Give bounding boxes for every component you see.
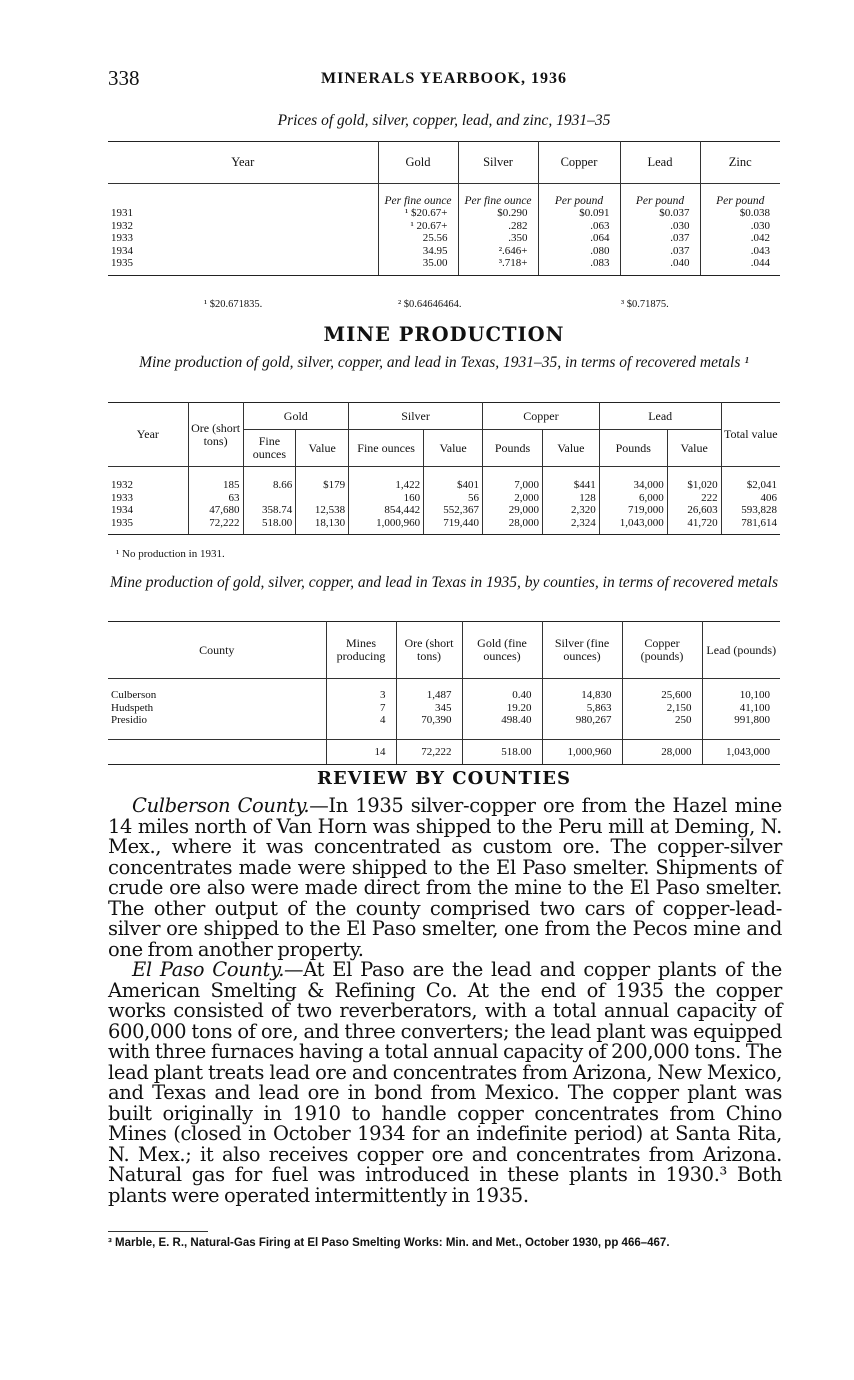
value-cell: 34.95 <box>378 245 458 258</box>
table-row <box>108 504 780 517</box>
column-header: Year <box>136 427 159 441</box>
value-cell: 358.74 <box>243 504 296 517</box>
table3-caption: Mine production of gold, silver, copper, and lead in Texas in 1935, by counties, in terms of recovered metals <box>110 574 778 591</box>
unit-cell: Per fine ounce <box>458 184 538 208</box>
footnote-rule <box>108 1231 208 1232</box>
value-cell: 25.56 <box>378 232 458 245</box>
value-cell: 719,000 <box>599 504 667 517</box>
unit-cell: Per fine ounce <box>378 184 458 208</box>
sub-header: Value <box>542 430 599 467</box>
value-cell: 56 <box>424 492 483 505</box>
sub-header: Fine ounces <box>243 430 296 467</box>
year-cell: 1933 <box>111 491 133 504</box>
sub-header: Value <box>667 430 721 467</box>
spacer-cell <box>462 727 542 740</box>
value-cell: $0.038 <box>700 207 780 220</box>
value-cell: $0.290 <box>458 207 538 220</box>
value-cell: 552,367 <box>424 504 483 517</box>
value-cell: 70,390 <box>396 714 462 727</box>
table-row <box>108 702 780 715</box>
value-cell: ².646+ <box>458 245 538 258</box>
year-cell: 1935 <box>108 517 188 535</box>
county-cell: Presidio <box>111 714 148 726</box>
year-cell: 1935 <box>108 257 378 275</box>
unit-cell: Per pound <box>700 184 780 208</box>
group-header: Gold <box>243 403 349 430</box>
value-cell: 1,422 <box>349 467 424 492</box>
table-row <box>108 679 780 702</box>
total-row <box>108 739 780 765</box>
value-cell: .040 <box>620 257 700 275</box>
value-cell: $0.037 <box>620 207 700 220</box>
value-cell: 1,487 <box>396 679 462 702</box>
value-cell: 26,603 <box>667 504 721 517</box>
value-cell: 980,267 <box>542 714 622 727</box>
sub-header: Pounds <box>483 430 543 467</box>
value-cell: 250 <box>622 714 702 727</box>
unit-cell: Per pound <box>620 184 700 208</box>
value-cell: 18,130 <box>296 517 349 535</box>
paragraph-text: —In 1935 silver-copper ore from the Hazel mine 14 miles north of Van Horn was shipped to the Peru mill at Deming, N. Mex., where it was concentrated as custom ore. The copper-silver concentrates made were shipped to the El Paso smelter. Shipments of crude ore also were made direct from the mine to the El Paso smelter. The other output of the county comprised two cars of copper-lead-silver ore shipped to the El Paso smelter, one from the Pecos mine and one from another property. <box>108 794 782 961</box>
value-cell: 47,680 <box>188 504 243 517</box>
column-header: Silver <box>458 142 538 184</box>
value-cell: .350 <box>458 232 538 245</box>
group-header: Lead <box>599 403 721 430</box>
value-cell: 41,720 <box>667 517 721 535</box>
value-cell: 19.20 <box>462 702 542 715</box>
footnote-3: ³ Marble, E. R., Natural-Gas Firing at El Paso Smelting Works: Min. and Met., October 1930, pp 466–467. <box>108 1237 670 1249</box>
year-cell: 1932 <box>111 479 133 491</box>
table1-footnotes <box>108 299 780 313</box>
paragraph <box>108 960 782 1206</box>
county-production-table <box>108 621 780 765</box>
total-cell: 72,222 <box>396 739 462 765</box>
value-cell: 2,150 <box>622 702 702 715</box>
group-header: Copper <box>483 403 600 430</box>
footnote: ¹ $20.671835. <box>204 299 263 310</box>
value-cell: 1,043,000 <box>599 517 667 535</box>
year-cell: 1933 <box>111 232 133 244</box>
column-header: Year <box>108 142 378 184</box>
running-title: MINERALS YEARBOOK, 1936 <box>321 70 567 87</box>
value-cell: 854,442 <box>349 504 424 517</box>
value-cell: 593,828 <box>721 504 780 517</box>
paragraph-text: —At El Paso are the lead and copper plants of the American Smelting & Refining Co. At the end of 1935 the copper works consisted of two reverberators, with a total annual capacity of 600,000 tons of ore, and three converters; the lead plant was equipped with three furnaces having a total annual capacity of 200,000 tons. The lead plant treats lead ore and concentrates from Arizona, New Mexico, and Texas and lead ore in bond from Mexico. The copper plant was built originally in 1910 to handle copper concentrates from Chino Mines (closed in October 1934 for an indefinite period) at Santa Rita, N. Mex.; it also receives copper ore and concentrates from Arizona. Natural gas for fuel was introduced in these plants in 1930.³ Both plants were operated intermittently in 1935. <box>108 958 782 1207</box>
spacer-cell <box>622 727 702 740</box>
footnote: ² $0.64646464. <box>398 299 462 310</box>
unit-row <box>108 184 780 208</box>
value-cell: .080 <box>538 245 620 258</box>
value-cell: 1,000,960 <box>349 517 424 535</box>
value-cell: 406 <box>721 492 780 505</box>
value-cell: 12,538 <box>296 504 349 517</box>
section-heading: MINE PRODUCTION <box>323 323 565 346</box>
spacer-cell <box>396 727 462 740</box>
table-row <box>108 207 780 220</box>
value-cell: 498.40 <box>462 714 542 727</box>
body-text <box>108 796 782 1206</box>
total-cell: 28,000 <box>622 739 702 765</box>
texas-production-table <box>108 402 780 535</box>
value-cell: 6,000 <box>599 492 667 505</box>
value-cell: .063 <box>538 220 620 233</box>
county-cell: Culberson <box>111 689 157 701</box>
group-header: Silver <box>349 403 483 430</box>
column-header: Total value <box>721 403 780 467</box>
value-cell: 3 <box>326 679 396 702</box>
value-cell: 781,614 <box>721 517 780 535</box>
paragraph-lead: Culberson County. <box>132 794 310 817</box>
table2-caption: Mine production of gold, silver, copper, and lead in Texas, 1931–35, in terms of recovered metals ¹ <box>139 354 749 371</box>
value-cell: .042 <box>700 232 780 245</box>
value-cell: 41,100 <box>702 702 780 715</box>
table-row <box>108 245 780 258</box>
total-cell: 1,000,960 <box>542 739 622 765</box>
value-cell: $441 <box>542 467 599 492</box>
spacer-cell <box>542 727 622 740</box>
spacer-cell <box>326 727 396 740</box>
county-cell: Hudspeth <box>111 701 154 714</box>
value-cell: 63 <box>188 492 243 505</box>
unit-cell <box>108 184 378 208</box>
value-cell: 8.66 <box>243 467 296 492</box>
total-cell: 518.00 <box>462 739 542 765</box>
paragraph <box>108 796 782 960</box>
sub-header: Value <box>296 430 349 467</box>
column-header: Ore (short tons) <box>188 403 243 467</box>
value-cell: .037 <box>620 245 700 258</box>
value-cell: 29,000 <box>483 504 543 517</box>
value-cell: 719,440 <box>424 517 483 535</box>
column-header: Gold (fine ounces) <box>462 622 542 679</box>
column-header: Lead <box>620 142 700 184</box>
table-row <box>108 467 780 492</box>
table-row <box>108 714 780 727</box>
value-cell: 5,863 <box>542 702 622 715</box>
value-cell: 518.00 <box>243 517 296 535</box>
value-cell: $179 <box>296 467 349 492</box>
value-cell: .030 <box>700 220 780 233</box>
paragraph-lead: El Paso County. <box>132 958 285 981</box>
table-row <box>108 517 780 535</box>
column-header: Gold <box>378 142 458 184</box>
value-cell: 28,000 <box>483 517 543 535</box>
table-row <box>108 232 780 245</box>
value-cell <box>296 492 349 505</box>
total-cell: 14 <box>326 739 396 765</box>
value-cell: 25,600 <box>622 679 702 702</box>
spacer-row <box>108 727 780 740</box>
value-cell: 128 <box>542 492 599 505</box>
year-cell: 1932 <box>111 219 133 232</box>
value-cell: .064 <box>538 232 620 245</box>
value-cell: 185 <box>188 467 243 492</box>
sub-header: Pounds <box>599 430 667 467</box>
value-cell: .043 <box>700 245 780 258</box>
column-header: Ore (short tons) <box>396 622 462 679</box>
table-row <box>108 257 780 275</box>
footnote: ³ $0.71875. <box>621 299 669 310</box>
value-cell: 14,830 <box>542 679 622 702</box>
column-header: County <box>108 622 326 679</box>
value-cell: 2,324 <box>542 517 599 535</box>
column-header: Silver (fine ounces) <box>542 622 622 679</box>
total-cell: 1,043,000 <box>702 739 780 765</box>
value-cell: .083 <box>538 257 620 275</box>
value-cell: 2,320 <box>542 504 599 517</box>
column-header: Lead (pounds) <box>702 622 780 679</box>
value-cell: ¹ 20.67+ <box>378 220 458 233</box>
section-heading: REVIEW BY COUNTIES <box>317 768 571 789</box>
value-cell: $1,020 <box>667 467 721 492</box>
year-cell: 1934 <box>111 504 133 516</box>
value-cell: ¹ $20.67+ <box>378 207 458 220</box>
column-header: Copper (pounds) <box>622 622 702 679</box>
prices-table-body <box>108 184 780 276</box>
value-cell: .282 <box>458 220 538 233</box>
running-head <box>108 66 780 94</box>
value-cell: .037 <box>620 232 700 245</box>
value-cell: 35.00 <box>378 257 458 275</box>
value-cell: .030 <box>620 220 700 233</box>
table1-caption: Prices of gold, silver, copper, lead, and zinc, 1931–35 <box>277 112 611 129</box>
value-cell: $2,041 <box>721 467 780 492</box>
value-cell: 7,000 <box>483 467 543 492</box>
value-cell: 2,000 <box>483 492 543 505</box>
value-cell: 222 <box>667 492 721 505</box>
total-cell <box>108 739 326 765</box>
sub-header: Value <box>424 430 483 467</box>
texas-production-body <box>108 467 780 535</box>
spacer-cell <box>108 727 326 740</box>
value-cell: $401 <box>424 467 483 492</box>
column-header: Zinc <box>700 142 780 184</box>
value-cell: 10,100 <box>702 679 780 702</box>
table2-footnote: ¹ No production in 1931. <box>116 548 225 560</box>
value-cell <box>243 492 296 505</box>
column-header: Copper <box>538 142 620 184</box>
value-cell: 991,800 <box>702 714 780 727</box>
year-cell: 1934 <box>111 244 133 257</box>
value-cell: 34,000 <box>599 467 667 492</box>
column-header: Mines producing <box>326 622 396 679</box>
value-cell: 0.40 <box>462 679 542 702</box>
unit-cell: Per pound <box>538 184 620 208</box>
value-cell: ³.718+ <box>458 257 538 275</box>
value-cell: 7 <box>326 702 396 715</box>
sub-header: Fine ounces <box>349 430 424 467</box>
table-row <box>108 492 780 505</box>
value-cell: $0.091 <box>538 207 620 220</box>
value-cell: .044 <box>700 257 780 275</box>
prices-table <box>108 141 780 276</box>
value-cell: 4 <box>326 714 396 727</box>
spacer-cell <box>702 727 780 740</box>
value-cell: 72,222 <box>188 517 243 535</box>
year-cell: 1931 <box>111 207 133 219</box>
page-number: 338 <box>108 66 140 90</box>
county-production-body <box>108 679 780 765</box>
table-row <box>108 220 780 233</box>
value-cell: 160 <box>349 492 424 505</box>
value-cell: 345 <box>396 702 462 715</box>
